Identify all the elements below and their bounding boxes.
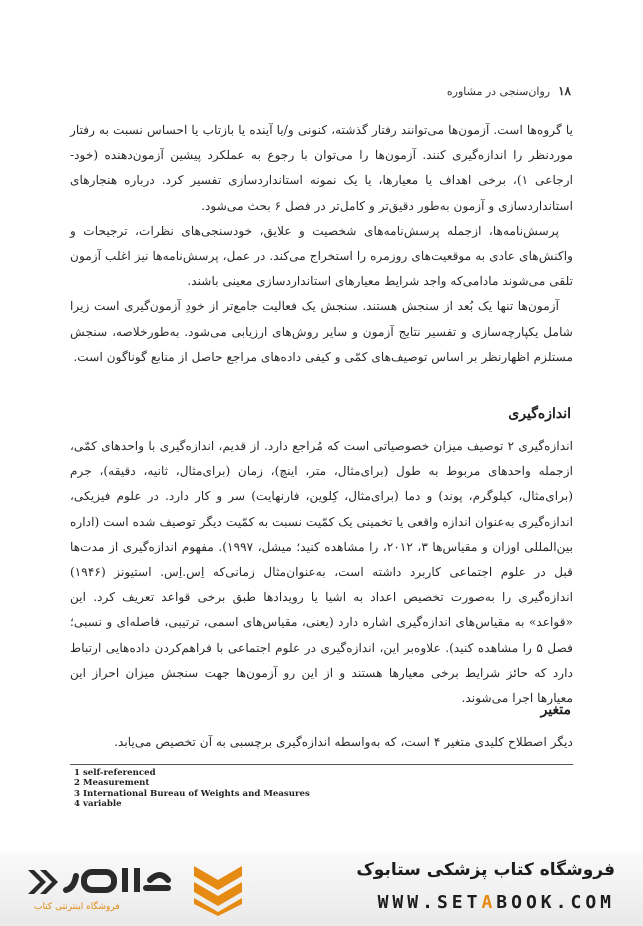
section-variable-text: دیگر اصطلاح کلیدی متغیر ۴ است، که به‌واسطه اندازه‌گیری برچسبی به آن تخصیص می‌یابد. bbox=[114, 735, 573, 749]
paragraph-3: آزمون‌ها تنها یک بُعد از سنجش هستند. سنجش یک فعالیت جامع‌تر از خودِ آزمون‌گیری است زیرا شامل یکپارچه‌سازی و تفسیر نتایج آزمون و سایر روش‌های ارزیابی می‌شود. به‌طورخلاصه، سنجش مستلزم اظهارنظر بر اساس توصیف‌های کمّی و کیفی داده‌های مراجع حاصل از منابع گوناگون است. bbox=[70, 299, 573, 364]
book-title: روان‌سنجی در مشاوره bbox=[446, 85, 551, 98]
logo-tagline: فروشگاه اینترنتی کتاب bbox=[34, 902, 120, 912]
footnotes bbox=[74, 768, 310, 810]
paragraph-2: پرسش‌نامه‌ها، ازجمله پرسش‌نامه‌های شخصیت و علایق، خودسنجی‌های نظرات، ترجیحات و واکنش‌های عادی به موقعیت‌های روزمره را استخراج می‌کند. در عمل، پرسش‌نامه‌ها نیز اغلب آزمون تلقی می‌شوند مادامی‌که واجد شرایط معیارهای استانداردسازی معینی باشند. bbox=[70, 223, 573, 289]
section-heading-measurement: اندازه‌گیری bbox=[508, 406, 571, 422]
paragraph-1: یا گروه‌ها است. آزمون‌ها می‌توانند رفتار گذشته، کنونی و/یا آینده یا بازتاب یا احساس نسبت به رفتار موردنظر را اندازه‌گیری کنند. آزمون‌ها را می‌توان با رجوع به عملکرد پیشین آزمون‌دهنده (خود-ارجاعی ۱)، برخی اهداف یا معیارها، یا یک نمونه استانداردسازی تفسیر کرد. درباره هنجارهای استانداردسازی و آزمون به‌طور دقیق‌تر و کامل‌تر در فصل ۶ بحث می‌شود. bbox=[70, 123, 573, 213]
footnote-3: 3 International Bureau of Weights and Measures bbox=[74, 788, 310, 799]
page-number: ۱۸ bbox=[558, 84, 571, 98]
footnote-1: 1 self-referenced bbox=[74, 768, 156, 778]
store-banner[interactable] bbox=[0, 852, 643, 926]
footnote-4: 4 variable bbox=[74, 799, 122, 810]
running-head bbox=[447, 84, 571, 98]
section-heading-variable: متغیر bbox=[540, 702, 571, 718]
footnote-divider bbox=[70, 764, 573, 765]
book-chevron-icon bbox=[190, 862, 246, 916]
intro-text bbox=[70, 118, 573, 370]
section-measurement-text: اندازه‌گیری ۲ توصیف میزان خصوصیاتی است که مُراجع دارد. از قدیم، اندازه‌گیری با واحدهای کمّی، ازجمله واحدهای مربوط به طول (برای‌مثال، متر، اینچ)، زمان (برای‌مثال، ثانیه، دقیقه)، جرم (برای‌مثال، کیلوگرم، پوند) و دما (برای‌مثال، کِلوین، فارنهایت) سر و کار دارد. در علوم فیزیکی، اندازه‌گیری به‌عنوان اندازه واقعی یا تخمینی یک کمّیت نسبت به کمّیت دیگر توصیف شده است (اداره بین‌المللی اوزان و مقیاس‌ها ۳، ۲۰۱۲، را مشاهده کنید؛ میشل، ۱۹۹۷). مفهوم اندازه‌گیری از مدت‌ها قبل در علوم اجتماعی کاربرد داشته است، به‌عنوان‌مثال زمانی‌که اِس.اِس. استیونز (۱۹۴۶) اندازه‌گیری را به‌صورت تخصیص اعداد به اشیا یا رویدادها طبق برخی قواعد تعریف کرد. این «قواعد» به مقیاس‌های اندازه‌گیری اشاره دارد (یعنی، مقیاس‌های اسمی، ترتیبی، فاصله‌ای و نسبی؛ فصل ۵ را مشاهده کنید). علاوه‌بر این، اندازه‌گیری در علوم اجتماعی با فراهم‌کردن داده‌هایی ارتباط دارد که حائز شرایط برخی معیارها هستند و از این رو آزمون‌ها جهت سنجش میزان احراز این معیارها اجرا می‌شوند. bbox=[70, 439, 574, 706]
store-name: فروشگاه کتاب پزشکی ستابوک bbox=[356, 860, 615, 880]
setabook-logo bbox=[26, 862, 176, 902]
footnote-2: 2 Measurement bbox=[74, 778, 150, 789]
store-url[interactable]: WWW.SETABOOK.COM bbox=[377, 892, 615, 913]
